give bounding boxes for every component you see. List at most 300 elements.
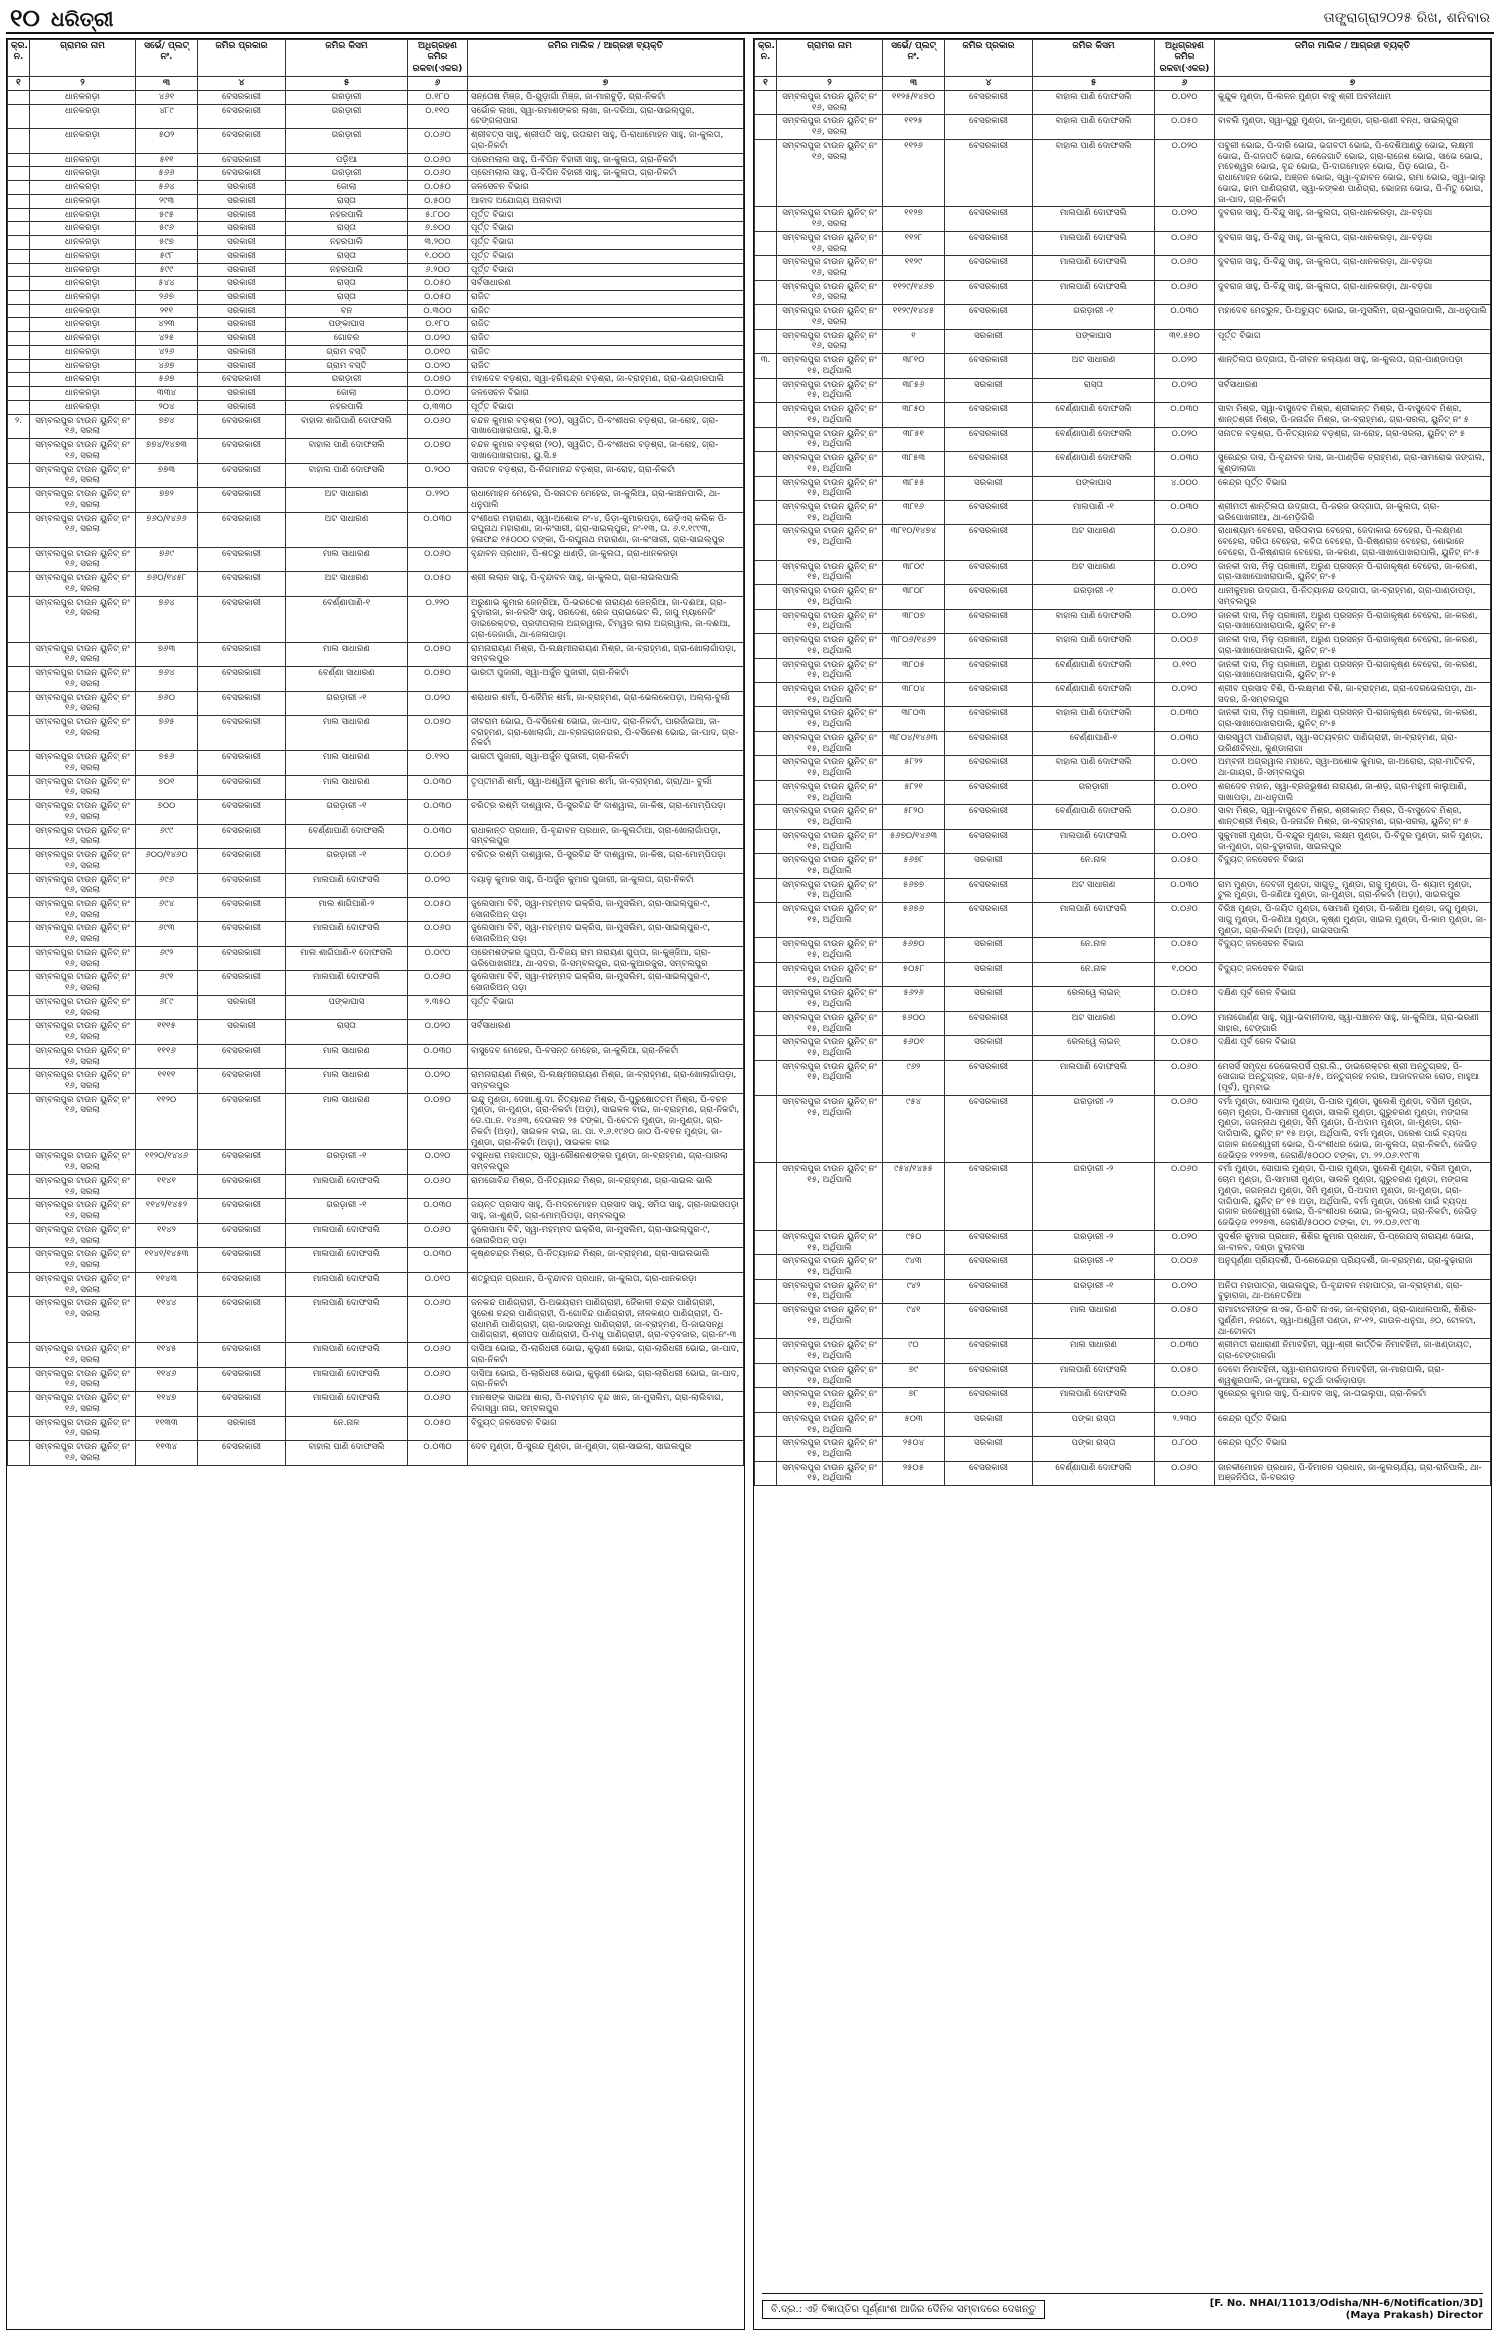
cell-land-type: ବେସରକାରୀ [945,1060,1033,1095]
cell-area: ୦.୦୬୦ [408,1367,468,1391]
cell-village: ସମ୍ବଲପୁର ଟାଉନ ୟୁନିଟ୍ ନଂ ୧୬, ସରଲା [30,1044,136,1068]
cell-area: ୦.୦୨୦ [1155,207,1215,231]
cell-area: ୦.୦୨୦ [1155,378,1215,402]
table-header-row [8,40,744,77]
cell-land-type: ବେସରକାରୀ [945,1363,1033,1387]
cell-village: ଧାନକରଡ଼ା [30,104,136,128]
cell-village: ସମ୍ବଲପୁର ଟାଉନ ୟୁନିଟ୍ ନଂ ୧୬, ସରଲା [30,1223,136,1247]
cell-village: ସମ୍ବଲପୁର ଟାଉନ ୟୁନିଟ୍ ନଂ ୧୬, ସରଲା [30,1020,136,1044]
cell-owner: କେନ୍ଦ୍ର ପୂର୍ତ୍ତ ବିଭାଗ [1215,1412,1491,1436]
cell-plot: ୬୯୧ [136,971,198,995]
cell-sl [8,236,30,250]
table-body-right [755,91,1491,1486]
table-row [8,946,744,970]
cell-land-type: ସରକାରୀ [945,854,1033,878]
cell-area: ୨.୨୩୦ [1155,1412,1215,1436]
cell-land-class: ନେ.ନାଳ [286,1416,408,1440]
cell-land-type: ବେସରକାରୀ [198,373,286,387]
cell-area: ୦.୦୭୦ [408,642,468,666]
cell-sl [8,463,30,487]
cell-area: ୦.୦୬୦ [408,971,468,995]
cell-land-class: ବେର୍ଣ୍ଣାପାଣି-୧ [1033,731,1155,755]
cell-plot: ୭୬୯ [136,547,198,571]
left-column [6,38,745,2330]
cell-area: ୦.୦୬୦ [408,414,468,438]
cell-village: ସମ୍ବଲପୁର ଟାଉନ ୟୁନିଟ୍ ନଂ ୧୫, ଅର୍ଥିପାଲି [777,1388,883,1412]
cell-area: ୦.୦୩୦ [408,1248,468,1272]
cell-area: ୦.୦୫୦ [408,277,468,291]
cell-area: ୦.୦୩୦ [408,1441,468,1465]
cell-owner: ମେସର୍ସ ସମୃଦ୍ଧ ଡେଭେଲପର୍ସ ପ୍ରା.ଲି., ଡାଇରେକ୍ଟର ଶ୍ରୀ ଅନ୍ତୁଗ୍ରହ, ପି-ସୋଗାଇ ଅନ୍ତୁଗ୍ରହ, ଗ୍ରା-୫/୫, ଅନ୍ତୁଗ୍ରହ ନଗର, ଆଜାଦନଗର ରୋଡ, ମାହୁଆ (ପୂର୍ବ), ମୁମ୍ବାଇ [1215,1060,1491,1095]
cell-village: ଧାନକରଡ଼ା [30,304,136,318]
table-row [755,634,1491,658]
cell-owner: ରାଜିତ [468,318,744,332]
cell-sl [8,667,30,691]
cell-area: ୦.୦୩୦ [408,800,468,824]
table-row [8,181,744,195]
cell-owner: ରାମଗୋବିନ୍ଦ ମିଶ୍ର, ପି-ନିତ୍ୟାନନ୍ଦ ମିଶ୍ର, ଜା-ବ୍ରାହ୍ମଣ, ଗ୍ରା-ସାଇଲ ଭାଲି [468,1174,744,1198]
cell-land-type: ବେସରକାରୀ [198,153,286,167]
cell-plot: ୯୦ [883,1339,945,1363]
cell-sl [755,1255,777,1279]
cell-plot: ୫୮୨୨ [883,756,945,780]
cell-land-class: ମାଲପାଣି ଦୋଫସଲି [1033,1060,1155,1095]
cell-area: ୦.୦୨୦ [408,1069,468,1093]
cell-land-type: ସରକାରୀ [198,318,286,332]
cell-owner: ବାବଲି ମୁଣ୍ଡା, ସ୍ୱା-ପୁରୁ ମୁଣ୍ଡା, ଜା-ମୁଣ୍ଡା, ଗ୍ରା-ରାଣୀ ବନ୍ଧ, ସାଇଲ୍ପୁର [1215,115,1491,139]
cell-village: ସମ୍ବଲପୁର ଟାଉନ ୟୁନିଟ୍ ନଂ ୧୫, ଅର୍ଥିପାଲି [777,1230,883,1254]
cell-village: ସମ୍ବଲପୁର ଟାଉନ ୟୁନିଟ୍ ନଂ ୧୫, ଅର୍ଥିପାଲି [777,1060,883,1095]
cell-plot: ୬୯୪ [136,898,198,922]
cell-land-class: ନେ.ନାଳ [1033,854,1155,878]
cell-village: ସମ୍ବଲପୁର ଟାଉନ ୟୁନିଟ୍ ନଂ ୧୫, ଅର୍ଥିପାଲି [777,938,883,962]
cell-village: ସମ୍ବଲପୁର ଟାଉନ ୟୁନିଟ୍ ନଂ ୧୬, ସରଲା [30,1150,136,1174]
cell-plot: ୫୧୧ [136,153,198,167]
cell-plot: ୭୬୪ [136,667,198,691]
cell-village: ସମ୍ବଲପୁର ଟାଉନ ୟୁନିଟ୍ ନଂ ୧୫, ଅର୍ଥିପାଲି [777,658,883,682]
table-row [755,1412,1491,1436]
cell-sl [8,359,30,373]
cell-plot: ୩୮୧୦ [883,354,945,378]
cell-area: ୩୧.୫୭୦ [1155,329,1215,353]
cell-owner: ରାମନାରାୟଣ ମିଶ୍ର, ପି-ଲକ୍ଷ୍ମୀନାରାୟଣ ମିଶ୍ର, ଜା-ବ୍ରାହ୍ମଣ, ଗ୍ରା-ଖୋଲାଗାଁପଡ଼ା, ସମ୍ବଲପୁର [468,642,744,666]
table-row [8,222,744,236]
cell-sl [8,1416,30,1440]
cell-village: ସମ୍ବଲପୁର ଟାଉନ ୟୁନିଟ୍ ନଂ ୧୫, ଅର୍ଥିପାଲି [777,1339,883,1363]
cell-village: ସମ୍ବଲପୁର ଟାଉନ ୟୁନିଟ୍ ନଂ ୧୫, ଅର୍ଥିପାଲି [777,585,883,609]
cell-land-class: ମାଲ ସାଧାରଣ [1033,1339,1155,1363]
cell-village: ସମ୍ବଲପୁର ଟାଉନ ୟୁନିଟ୍ ନଂ ୧୫, ଅର୍ଥିପାଲି [777,829,883,853]
table-row [755,658,1491,682]
cell-sl [8,263,30,277]
dateline: ତାଙ୍ଗ୍ରାଗ୍ରା୨୦୨୫ ରିଖ, ଶନିବାର [1323,10,1490,26]
cell-owner: ଦେବ ମୁଣ୍ଡା, ପି-ସୁରନ୍ଦ ମୁଣ୍ଡା, ଜା-ମୁଣ୍ଡା, ଗ୍ରା-ସାଇଲା, ସାଇଲପୁର [468,1441,744,1465]
cell-owner: ତୃପ୍ତୀମଣି ଶର୍ମା, ସ୍ୱା-ଅଶ୍ୱିନୀ କୁମାର ଶର୍ମା, ଜା-ବ୍ରାହ୍ମଣ, ଗ୍ରା/ଥା- ବୁର୍ଲା [468,775,744,799]
cell-land-type: ବେସରକାରୀ [198,824,286,848]
cell-area: ୦.୦୨୦ [1155,1279,1215,1303]
cell-plot: ୧୧୪୨/୧୪୫୨ [136,1199,198,1223]
cell-village: ସମ୍ବଲପୁର ଟାଉନ ୟୁନିଟ୍ ନଂ ୧୬, ସରଲା [30,849,136,873]
cell-plot: ୩୮୦୮ [883,585,945,609]
table-row [8,995,744,1019]
cell-village: ସମ୍ବଲପୁର ଟାଉନ ୟୁନିଟ୍ ନଂ ୧୬, ସରଲା [30,1392,136,1416]
cell-land-class: ଗରଡ଼ାରୀ -୧ [286,1150,408,1174]
cell-land-type: ବେସରକାରୀ [198,1150,286,1174]
table-row [8,332,744,346]
cell-village: ସମ୍ବଲପୁର ଟାଉନ ୟୁନିଟ୍ ନଂ ୧୬, ସରଲା [30,1343,136,1367]
cell-sl [8,873,30,897]
cell-land-class: ମାଲ ଶାଗିପାଣି-୨ [286,898,408,922]
cell-plot: ୧୧୨୦/୧୪୪୬ [136,1150,198,1174]
cell-land-class: ରେଲୱେ ଲାଇନ୍ [1033,1036,1155,1060]
cell-land-class: ବେର୍ଣ୍ଣାପାଣି-୧ [286,596,408,642]
cell-owner: ଶରଦେବ ମହାନ, ସ୍ୱା-ବ୍ରଜଭୁଷଣ ନାରାୟଣ, ଜା-ଶଡ଼, ଗ୍ରା-ମହୁମୀ କାଲୁଆଣି, ସାଖାପଡ଼ା, ଥା-ଧନୁପାଲି [1215,780,1491,804]
cell-village: ସମ୍ବଲପୁର ଟାଉନ ୟୁନିଟ୍ ନଂ ୧୬, ସରଲା [30,946,136,970]
cell-area: ୦.୦୬୦ [1155,1461,1215,1485]
table-row [755,1060,1491,1095]
cell-area: ୦.୦୦୬ [1155,634,1215,658]
cell-area: ୦.୨୨୦ [408,488,468,512]
cell-area: ୦.୦୬୦ [408,167,468,181]
cell-owner: ଭାରତୀ ପୁଜାରୀ, ସ୍ୱା-ଅର୍ଜୁନ ପୁଜାରୀ, ଗ୍ରା-ନିକଟାଁ [468,667,744,691]
cell-sl [755,1339,777,1363]
cell-sl [8,332,30,346]
cell-village: ସମ୍ବଲପୁର ଟାଉନ ୟୁନିଟ୍ ନଂ ୧୬, ସରଲା [30,775,136,799]
table-row [755,378,1491,402]
cell-land-class: ମାଲପାଣି ଦୋଫସଲି [286,1272,408,1296]
table-row [755,560,1491,584]
cell-land-type: ବେସରକାରୀ [198,1297,286,1343]
cell-land-type: ସରକାରୀ [198,1416,286,1440]
cell-village: ସମ୍ବଲପୁର ଟାଉନ ୟୁନିଟ୍ ନଂ ୧୫, ଅର୍ଥିପାଲି [777,378,883,402]
table-row [8,849,744,873]
cell-plot: ୪୮୯ [136,104,198,128]
table-row [755,231,1491,255]
table-row [8,775,744,799]
cell-land-type: ବେସରକାରୀ [945,1163,1033,1230]
cell-land-class: ରାସ୍ତା [286,291,408,305]
cell-land-type: ସରକାରୀ [198,995,286,1019]
cell-village: ଧାନକରଡ଼ା [30,129,136,153]
cell-sl [755,305,777,329]
cell-land-class: ଗରଡ଼ାରୀ -୧ [286,1199,408,1223]
header-sl: କ୍ର. ନ. [755,40,777,77]
cell-land-class: ରେଲୱେ ଲାଇନ୍ [1033,987,1155,1011]
cell-land-type: ସରକାରୀ [945,329,1033,353]
table-row [755,256,1491,280]
cell-village: ସମ୍ବଲପୁର ଟାଉନ ୟୁନିଟ୍ ନଂ ୧୫, ଅର୍ଥିପାଲି [777,427,883,451]
table-row [8,91,744,105]
cell-land-class: ରାସ୍ତା [286,194,408,208]
cell-sl [755,139,777,206]
cell-village: ସମ୍ବଲପୁର ଟାଉନ ୟୁନିଟ୍ ନଂ ୧୫, ଅର୍ଥିପାଲି [777,609,883,633]
cell-land-class: ମାଲପାଣି ଦୋଫସଲି [286,1392,408,1416]
cell-plot: ୭୬୩ [136,642,198,666]
table-row [8,572,744,596]
cell-land-type: ବେସରକାରୀ [198,849,286,873]
cell-plot: ୬୯୩ [136,922,198,946]
cell-land-class: ନହରପାଲି [286,400,408,414]
cell-plot: ୧୧୨୭ [883,207,945,231]
cell-owner: ସର୍ବସାଧାରଣ [468,277,744,291]
cell-sl [755,878,777,902]
cell-owner: ଜନକନ୍ଦ ପାଣିଗ୍ରାହୀ, ପି-ଅଭୟରାମ ପାଣିଗ୍ରାହୀ, ଜୈକାଳୀ ଚନ୍ଦ୍ର ପାଣିଗ୍ରାହୀ, ସୁରେଶ ଚନ୍ଦ୍ର ପାଣିଗ୍ରାହୀ, ପି-ଗୋବିନ୍ଦ ପାଣିଗ୍ରାହୀ, ନୀଳକଣ୍ଠ ପାଣିଗ୍ରାହୀ, ପି-ରାଧାମଣି ପାଣିଗ୍ରାହୀ, ଗ୍ରା-ଜାଇସନ୍ଧି ପାଣିଗ୍ରାହୀ, ଜା-ବ୍ରାହ୍ମଣ, ପି-ଜାଇସନ୍ଧି ପାଣିଗ୍ରାହୀ, ଶ୍ରୀପଦ ପାଣିଗ୍ରାହୀ, ପି-ମଧୁ ପାଣିଗ୍ରାହୀ, ଗ୍ରା-ବଡ଼ବଜାର, ଗ୍ରା-ନଂ-୩ [468,1297,744,1343]
cell-village: ଧାନକରଡ଼ା [30,222,136,236]
cell-plot: ୧୧୨୫ [883,115,945,139]
cell-land-type: ବେସରକାରୀ [945,560,1033,584]
cell-land-type: ବେସରକାରୀ [945,207,1033,231]
table-row [755,609,1491,633]
cell-plot: ୬୯୯ [136,824,198,848]
cell-village: ସମ୍ବଲପୁର ଟାଉନ ୟୁନିଟ୍ ନଂ ୧୬, ସରଲା [30,1441,136,1465]
cell-land-class: ଅଟ ସାଧାରଣ [1033,878,1155,902]
cell-plot: ୯୪୧ [883,1304,945,1339]
cell-land-class: ଗରଡ଼ାରୀ -୧ [1033,1279,1155,1303]
cell-land-type: ସରକାରୀ [198,359,286,373]
cell-land-type: ବେସରକାରୀ [945,756,1033,780]
cell-area: ୦.୦୨୦ [1155,354,1215,378]
cell-owner: ଚରିତ୍ର ରଶ୍ମି ଦାଶ୍ୱାଲ, ପି-ସୁରବିନ୍ଦ ସିଂ ଦାଶ୍ୱାଲ, ଜା-କିଷ, ଗ୍ରା-ମୋମ୍ପିପଡ଼ା [468,849,744,873]
cell-owner: ସର୍ବସାଧାରଣ [468,1020,744,1044]
cell-owner: ବିଦ୍ୟୁତ୍ ଜଳସେଚନ ବିଭାଗ [1215,938,1491,962]
cell-sl [755,500,777,524]
table-row [755,305,1491,329]
table-row [8,922,744,946]
cell-village: ସମ୍ବଲପୁର ଟାଉନ ୟୁନିଟ୍ ନଂ ୧୫, ଅର୍ଥିପାଲି [777,962,883,986]
table-row [8,359,744,373]
cell-village: ସମ୍ବଲପୁର ଟାଉନ ୟୁନିଟ୍ ନଂ ୧୬, ସରଲା [30,800,136,824]
cell-sl [755,427,777,451]
cell-land-type: ବେସରକାରୀ [945,731,1033,755]
cell-area: ୦.୧୧୦ [408,104,468,128]
table-body-left [8,91,744,1466]
header-village: ଗ୍ରାମର ନାମ [777,40,883,77]
cell-sl [755,256,777,280]
footer-note: ବି.ଦ୍ର.: ଏହି ବିଜ୍ଞାପ୍ତିର ପୂର୍ଣ୍ଣାଂଶ ଆଜିର ଦୈନିକ ସମ୍ବାଦରେ ଦେଖନ୍ତୁ [762,2300,1045,2319]
cell-village: ସମ୍ବଲପୁର ଟାଉନ ୟୁନିଟ୍ ନଂ ୧୫, ଅର୍ଥିପାଲି [777,1304,883,1339]
cell-village: ସମ୍ବଲପୁର ଟାଉନ ୟୁନିଟ୍ ନଂ ୧୫, ଅର୍ଥିପାଲି [777,403,883,427]
table-row [755,829,1491,853]
cell-plot: ୨୯୩ [136,194,198,208]
cell-sl [8,222,30,236]
colnum: ୫ [1033,76,1155,90]
cell-land-class: ମାଲପାଣି ଦୋଫସଲି [1033,256,1155,280]
cell-plot: ୧୧୩୪ [136,1441,198,1465]
cell-plot: ୩୮୧୬ [883,500,945,524]
cell-area: ୦.୦୬୦ [408,153,468,167]
table-row [8,1199,744,1223]
table-row [8,263,744,277]
cell-area: ୬.୭୦୦ [408,222,468,236]
cell-sl [8,400,30,414]
header-land-type: ଜମିର ପ୍ରକାର [945,40,1033,77]
cell-land-type: ବେସରକାରୀ [945,500,1033,524]
table-row [8,642,744,666]
cell-area: ୦.୦୨୦ [1155,560,1215,584]
cell-plot: ୬୯୬ [136,873,198,897]
header-area: ଅଧିଗ୍ରହଣ ଜମିର ରକବା(ଏକର) [408,40,468,77]
cell-area: ୦.୦୩୦ [408,1044,468,1068]
cell-village: ଧାନକରଡ଼ା [30,208,136,222]
cell-plot: ୨୬୭ [136,291,198,305]
cell-sl [8,800,30,824]
cell-owner: ଶତ୍ରୁଘ୍ନ ପ୍ରଧାନ, ପି-ବୃନ୍ଦାବନ ପ୍ରଧାନ, ଜା-କୁଲତା, ଗ୍ରା-ଧାନକରଡ଼ା [468,1272,744,1296]
cell-area: ୦.୦୨୦ [1155,609,1215,633]
cell-village: ସମ୍ବଲପୁର ଟାଉନ ୟୁନିଟ୍ ନଂ ୧୬, ସରଲା [777,139,883,206]
cell-sl [755,682,777,706]
cell-land-type: ସରକାରୀ [945,1437,1033,1461]
header-owner: ଜମିର ମାଲିକ / ଆଗ୍ରହୀ ବ୍ୟକ୍ତି [468,40,744,77]
table-row [8,208,744,222]
cell-land-type: ବେସରକାରୀ [198,971,286,995]
cell-plot: ୪୨୬ [136,345,198,359]
table-row [8,1297,744,1343]
header-sl: କ୍ର. ନ. [8,40,30,77]
cell-land-type: ବେସରକାରୀ [198,873,286,897]
cell-land-type: ବେସରକାରୀ [198,439,286,463]
cell-land-class: ଅଟ ସାଧାରଣ [1033,560,1155,584]
cell-plot: ୫୯୯ [136,263,198,277]
cell-area: ୦.୦୨୦ [1155,427,1215,451]
cell-land-type: ବେସରକାରୀ [945,658,1033,682]
cell-land-class: ମାଲପାଣି ଦୋଫସଲି [286,1174,408,1198]
cell-owner: ସନାତନ ବଡ଼ଶ୍ରା, ପି-ନିତ୍ୟାନନ୍ଦ ବଡ଼ଶ୍ରା, ଜା-ରୋହ, ଗ୍ରା-ସରଲା, ୟୁନିଟ୍ ନଂ ୫ [1215,427,1491,451]
cell-land-class: ବେର୍ଣ୍ଣାପାଣି ଦୋଫସଲି [1033,452,1155,476]
cell-area: ୦.୧୧୦ [1155,658,1215,682]
cell-village: ସମ୍ବଲପୁର ଟାଉନ ୟୁନିଟ୍ ନଂ ୧୫, ଅର୍ଥିପାଲି [777,756,883,780]
cell-land-type: ବେସରକାରୀ [198,1069,286,1093]
cell-land-class: ବାହାଲ ପାଣି ଦୋଫସଲି [286,1441,408,1465]
cell-land-class: ପଙ୍କାଘାସ [1033,476,1155,500]
cell-village: ସମ୍ବଲପୁର ଟାଉନ ୟୁନିଟ୍ ନଂ ୧୫, ଅର୍ଥିପାଲି [777,452,883,476]
cell-land-class: ଗରଡ଼ାରୀ -୧ [286,849,408,873]
cell-land-type: ବେସରକାରୀ [945,91,1033,115]
cell-land-type: ସରକାରୀ [198,249,286,263]
cell-sl [8,1248,30,1272]
cell-sl [8,1093,30,1150]
table-row [8,691,744,715]
cell-sl [755,476,777,500]
cell-village: ଧାନକରଡ଼ା [30,249,136,263]
cell-sl [755,452,777,476]
table-row [8,715,744,750]
cell-owner: ଜୁଲେସାମା ବିବି, ସ୍ୱା-ମହମ୍ମଦ ଇକ୍ରିସ, ଜା-ମୁସଲିମ, ଗ୍ରା-ସାଇଲ୍ପୁର-୯, ସୋନାରିଅନ୍ ପଡ଼ା [468,898,744,922]
cell-owner: କୃଷ୍ଣଚନ୍ଦ୍ର ମିଶ୍ର, ପି-ନିତ୍ୟାନନ୍ଦ ମିଶ୍ର, ଜା-ବ୍ରାହ୍ମଣ, ଗ୍ରା-ସାଇଲଭାଲି [468,1248,744,1272]
cell-plot: ୫୦୨ [136,129,198,153]
cell-owner: ବସୁନ୍ଧରା ମହାପାତ୍ର, ସ୍ୱା-ରୌଶନଶଙ୍କର ମୁଣ୍ଡା, ଜା-ବ୍ରାହ୍ମଣ, ଗ୍ରା-ପାରଲା ସମ୍ବଲପୁର [468,1150,744,1174]
cell-plot: ୭୦୧ [136,775,198,799]
cell-plot: ୯୫୪ [883,1095,945,1162]
cell-land-class: ମାଲ ସାଧାରଣ [286,775,408,799]
cell-owner: ପ୍ରେମଲାଲ ସାହୁ, ପି-ବିପିନ ବିହାରୀ ସାହୁ, ଜା-କୁଲତା, ଗ୍ରା-ନିକଟାଁ [468,167,744,181]
table-row [755,780,1491,804]
cell-land-class: ଜୋଲା [286,387,408,401]
cell-plot: ୨୫୦୫ [883,1461,945,1485]
cell-land-type: ସରକାରୀ [198,304,286,318]
cell-land-class: ରାସ୍ତା [286,1020,408,1044]
cell-land-type: ବେସରକାରୀ [945,115,1033,139]
cell-land-type: ବେସରକାରୀ [945,305,1033,329]
cell-land-class: ପଙ୍କାଘାସ [1033,329,1155,353]
cell-sl [755,634,777,658]
cell-land-class: ମାଲପାଣି ଦୋଫସଲି [1033,207,1155,231]
cell-land-type: ସରକାରୀ [198,222,286,236]
cell-area: ୦.୦୭୦ [408,715,468,750]
cell-land-class: ବାହାଲ ପାଣି ଦୋଫସଲି [286,439,408,463]
cell-land-type: ବେସରକାରୀ [198,898,286,922]
cell-land-type: ବେସରକାରୀ [198,800,286,824]
cell-area: ୦.୦୫୦ [1155,987,1215,1011]
cell-land-class: ମାଲପାଣି ଦୋଫସଲି [286,1297,408,1343]
cell-owner: ପ୍ରେମଶଙ୍କର ଗୁପ୍ତା, ପି-ବିଜୟ ରାମ ନାରାୟଣ ଗୁପ୍ତା, ଜା-କୁଞ୍ଜିଆ, ଗ୍ରା-ଭରିପୋଖରୀଆ, ଥା-ସଦର, ଜି-ସମ୍ବଲପୁର, ଗ୍ରା-କୁଆରଜୁରା, ସମ୍ବଲପୁର [468,946,744,970]
table-row [755,707,1491,731]
table-row [8,1174,744,1198]
table-row [8,1223,744,1247]
cell-land-class: ଗରଡ଼ାରୀ -୧ [1033,585,1155,609]
cell-sl [755,207,777,231]
cell-sl [8,208,30,222]
table-row [755,805,1491,829]
cell-land-type: ବେସରକାରୀ [198,572,286,596]
table-row [755,1095,1491,1162]
cell-sl [8,922,30,946]
table-row [755,427,1491,451]
table-row [8,1020,744,1044]
cell-land-class: ଅଟ ସାଧାରଣ [1033,1011,1155,1035]
cell-land-type: ବେସରକାରୀ [198,642,286,666]
cell-sl [755,1437,777,1461]
cell-land-type: ସରକାରୀ [198,387,286,401]
cell-owner: ଦୁବରାଜ ସାହୁ, ପି-ବିନ୍ଦୁ ସାହୁ, ଜା-କୁଲତା, ଗ୍ରା-ଧାନକରଡ଼ା, ଥା-ବଡ଼ଗା [1215,231,1491,255]
cell-village: ସମ୍ବଲପୁର ଟାଉନ ୟୁନିଟ୍ ନଂ ୧୫, ଅର୍ଥିପାଲି [777,903,883,938]
cell-sl [8,1199,30,1223]
cell-sl [8,691,30,715]
table-row [8,547,744,571]
cell-owner: ଜୟନ୍ତ ପ୍ରସାଦ ସାହୁ, ପି-ମଦନମୋହନ ପ୍ରସାଦ ସାହୁ, ସମିତା ସାହୁ, ଗ୍ରା-ଜାଇସପଡ଼ା ସାହୁ, ଜା-ଶୁଣ୍ଡି, ଗ୍ରା-ମୋମ୍ପିପଡ଼ା, ସମ୍ବଲପୁର [468,1199,744,1223]
cell-plot: ୫୬୭୮ [883,854,945,878]
cell-sl [8,1223,30,1247]
cell-sl [755,560,777,584]
cell-land-type: ବେସରକାରୀ [198,1441,286,1465]
cell-area: ୦.୦୭୦ [408,439,468,463]
cell-village: ସମ୍ବଲପୁର ଟାଉନ ୟୁନିଟ୍ ନଂ ୧୬, ସରଲା [30,1416,136,1440]
table-row [755,403,1491,427]
cell-land-type: ବେସରକାରୀ [198,1044,286,1068]
cell-plot: ୩୮୫୩ [883,452,945,476]
cell-owner: ରାମନାରାୟଣ ମିଶ୍ର, ପି-ଲକ୍ଷ୍ମୀନାରାୟଣ ମିଶ୍ର, ଜା-ବ୍ରାହ୍ମଣ, ଗ୍ରା-ଖୋଲାଗାଁପଡ଼ା, ସମ୍ବଲପୁର [468,1069,744,1093]
cell-area: ୦.୦୨୦ [1155,1011,1215,1035]
cell-plot: ୫୯୫ [136,208,198,222]
cell-owner: ପୂର୍ତ୍ତ ବିଭାଗ [468,249,744,263]
table-row [8,249,744,263]
cell-village: ସମ୍ବଲପୁର ଟାଉନ ୟୁନିଟ୍ ନଂ ୧୬, ସରଲା [30,512,136,547]
cell-area: ୦.୦୩୦ [1155,305,1215,329]
cell-land-type: ସରକାରୀ [198,1020,286,1044]
cell-owner: ଦକ୍ଷିଣ ପୂର୍ବ ରେଳ ବିଭାଗ [1215,987,1491,1011]
cell-land-class: ଗରଡ଼ାରୀ [286,129,408,153]
cell-plot: ୧୧୨୯/୧୪୪୫ [883,305,945,329]
cell-plot: ୧୧୨୯ [883,256,945,280]
cell-village: ଧାନକରଡ଼ା [30,373,136,387]
cell-area: ୦.୦୯୦ [408,946,468,970]
cell-sl [755,585,777,609]
cell-owner: ଧାନୀକୁମାର ଉଦ୍ଗାତା, ପି-ନିତ୍ୟାନନ୍ଦ ଉଦ୍ଗାତା, ଜା-ବ୍ରାହ୍ମଣ, ଗ୍ରା-ପାଣ୍ଡାପଡ଼ା, ସମ୍ବଲପୁର [1215,585,1491,609]
cell-plot: ୭୬୦ [136,691,198,715]
cell-sl [755,805,777,829]
cell-land-class: ଗରଡ଼ାରୀ [286,373,408,387]
cell-plot: ୧୧୪୧ [136,1174,198,1198]
cell-area: ୦.୦୫୦ [1155,1036,1215,1060]
